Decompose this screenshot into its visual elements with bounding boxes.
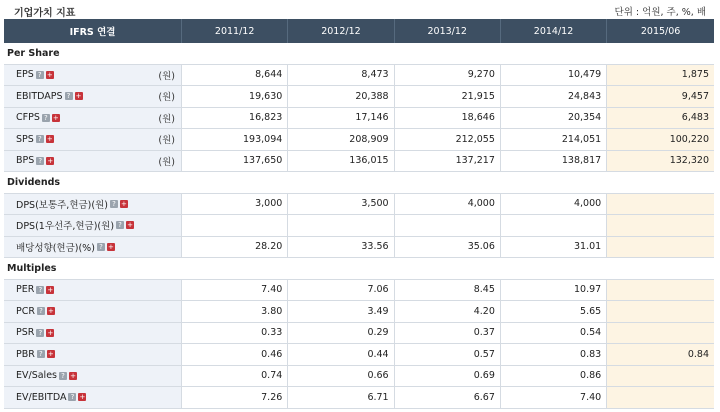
row-label: PCR bbox=[16, 305, 35, 317]
value-cell: 0.37 bbox=[394, 322, 500, 344]
expand-icon[interactable]: + bbox=[52, 113, 59, 122]
value-cell: 3,000 bbox=[182, 193, 288, 215]
table-row bbox=[4, 107, 714, 129]
value-cell: 3.49 bbox=[288, 301, 394, 323]
row-unit: (원) bbox=[158, 135, 175, 147]
row-label: 배당성향(현금)(%) bbox=[16, 242, 95, 254]
value-cell bbox=[500, 215, 606, 237]
value-cell: 10,479 bbox=[500, 64, 606, 86]
value-cell: 20,388 bbox=[288, 86, 394, 108]
row-label: DPS(1우선주,현금)(원) bbox=[16, 221, 115, 233]
value-cell: 0.69 bbox=[394, 365, 500, 387]
expand-icon[interactable]: + bbox=[48, 307, 54, 316]
row-label-cell bbox=[4, 301, 182, 323]
row-label: DPS(보통주,현금)(원) bbox=[16, 199, 108, 211]
value-cell: 0.57 bbox=[394, 344, 500, 366]
row-label: PSR bbox=[16, 327, 35, 339]
column-header: 2015/06 bbox=[607, 19, 714, 43]
column-header: 2012/12 bbox=[288, 19, 394, 43]
value-cell: 6.67 bbox=[394, 387, 500, 409]
value-cell: 28.20 bbox=[182, 236, 288, 258]
expand-icon[interactable]: + bbox=[75, 92, 82, 101]
value-cell: 17,146 bbox=[288, 107, 394, 129]
value-cell: 24,843 bbox=[500, 86, 606, 108]
expand-icon[interactable]: + bbox=[47, 285, 54, 294]
row-label-cell bbox=[4, 107, 182, 129]
expand-icon[interactable]: + bbox=[107, 242, 114, 251]
row-label-cell bbox=[4, 86, 182, 108]
value-cell: 4,000 bbox=[394, 193, 500, 215]
value-cell: 0.86 bbox=[500, 365, 606, 387]
valuation-table bbox=[4, 19, 714, 409]
section-title: Per Share bbox=[4, 43, 714, 64]
row-label-cell bbox=[4, 387, 182, 409]
value-cell: 6.71 bbox=[288, 387, 394, 409]
row-label: EPS bbox=[16, 69, 34, 81]
expand-icon[interactable]: + bbox=[47, 328, 54, 337]
column-header: 2014/12 bbox=[500, 19, 606, 43]
value-cell bbox=[607, 387, 714, 409]
value-cell: 4.20 bbox=[394, 301, 500, 323]
row-label: EV/EBITDA bbox=[16, 391, 67, 403]
help-icon[interactable]: ? bbox=[36, 71, 44, 79]
value-cell bbox=[607, 322, 714, 344]
help-icon[interactable]: ? bbox=[36, 135, 44, 143]
table-row bbox=[4, 322, 714, 344]
row-unit: (원) bbox=[158, 92, 175, 104]
expand-icon[interactable]: + bbox=[46, 70, 53, 79]
row-label-cell bbox=[4, 193, 182, 215]
value-cell bbox=[607, 301, 714, 323]
row-label-cell bbox=[4, 64, 182, 86]
help-icon[interactable]: ? bbox=[37, 350, 45, 358]
unit-note: 단위 : 억원, 주, %, 배 bbox=[614, 7, 706, 18]
row-label: EV/Sales bbox=[16, 370, 57, 382]
value-cell: 0.29 bbox=[288, 322, 394, 344]
value-cell: 18,646 bbox=[394, 107, 500, 129]
value-cell: 7.26 bbox=[182, 387, 288, 409]
value-cell: 208,909 bbox=[288, 129, 394, 151]
row-label-cell bbox=[4, 129, 182, 151]
row-label-cell bbox=[4, 344, 182, 366]
value-cell bbox=[607, 365, 714, 387]
help-icon[interactable]: ? bbox=[97, 243, 105, 251]
value-cell: 10.97 bbox=[500, 279, 606, 301]
value-cell: 1,875 bbox=[607, 64, 714, 86]
value-cell bbox=[182, 215, 288, 237]
value-cell: 7.40 bbox=[182, 279, 288, 301]
column-header: 2013/12 bbox=[394, 19, 500, 43]
expand-icon[interactable]: + bbox=[47, 350, 54, 359]
value-cell: 7.40 bbox=[500, 387, 606, 409]
section-title: Dividends bbox=[4, 172, 714, 194]
value-cell: 212,055 bbox=[394, 129, 500, 151]
value-cell bbox=[394, 215, 500, 237]
column-header: 2011/12 bbox=[182, 19, 288, 43]
value-cell: 31.01 bbox=[500, 236, 606, 258]
row-label-cell bbox=[4, 150, 182, 172]
row-label: PER bbox=[16, 284, 35, 296]
value-cell: 21,915 bbox=[394, 86, 500, 108]
value-cell: 4,000 bbox=[500, 193, 606, 215]
table-row bbox=[4, 236, 714, 258]
row-label-cell bbox=[4, 365, 182, 387]
value-cell: 20,354 bbox=[500, 107, 606, 129]
value-cell: 100,220 bbox=[607, 129, 714, 151]
value-cell: 9,457 bbox=[607, 86, 714, 108]
help-icon[interactable]: ? bbox=[36, 286, 44, 294]
value-cell: 0.54 bbox=[500, 322, 606, 344]
help-icon[interactable]: ? bbox=[116, 221, 124, 229]
row-label-cell bbox=[4, 279, 182, 301]
help-icon[interactable]: ? bbox=[68, 393, 76, 401]
value-cell: 0.84 bbox=[607, 344, 714, 366]
value-cell: 8,644 bbox=[182, 64, 288, 86]
table-row bbox=[4, 365, 714, 387]
value-cell: 7.06 bbox=[288, 279, 394, 301]
value-cell: 132,320 bbox=[607, 150, 714, 172]
value-cell: 0.33 bbox=[182, 322, 288, 344]
value-cell: 9,270 bbox=[394, 64, 500, 86]
row-unit: (원) bbox=[158, 70, 175, 82]
help-icon[interactable]: ? bbox=[36, 157, 44, 165]
help-icon[interactable]: ? bbox=[110, 200, 118, 208]
value-cell: 8.45 bbox=[394, 279, 500, 301]
row-label-cell bbox=[4, 215, 182, 237]
table-header-row bbox=[4, 19, 714, 43]
expand-icon[interactable]: + bbox=[127, 221, 133, 230]
value-cell: 136,015 bbox=[288, 150, 394, 172]
table-row bbox=[4, 301, 714, 323]
section-header-row bbox=[4, 258, 714, 280]
value-cell bbox=[607, 236, 714, 258]
value-cell: 16,823 bbox=[182, 107, 288, 129]
value-cell: 5.65 bbox=[500, 301, 606, 323]
table-row bbox=[4, 215, 714, 237]
table-row bbox=[4, 150, 714, 172]
value-cell: 0.66 bbox=[288, 365, 394, 387]
value-cell: 0.44 bbox=[288, 344, 394, 366]
page-title: 기업가치 지표 bbox=[14, 8, 76, 19]
value-cell: 0.74 bbox=[182, 365, 288, 387]
table-row bbox=[4, 344, 714, 366]
help-icon[interactable]: ? bbox=[59, 372, 67, 380]
expand-icon[interactable]: + bbox=[121, 199, 127, 208]
help-icon[interactable]: ? bbox=[42, 114, 50, 122]
row-label: CFPS bbox=[16, 112, 40, 124]
section-header-row bbox=[4, 172, 714, 194]
table-row bbox=[4, 193, 714, 215]
value-cell bbox=[607, 193, 714, 215]
section-title: Multiples bbox=[4, 258, 714, 280]
table-row bbox=[4, 387, 714, 409]
value-cell: 3.80 bbox=[182, 301, 288, 323]
value-cell bbox=[288, 215, 394, 237]
header-bar bbox=[0, 0, 720, 19]
table-row bbox=[4, 129, 714, 151]
section-header-row bbox=[4, 43, 714, 64]
value-cell: 137,650 bbox=[182, 150, 288, 172]
row-label: PBR bbox=[16, 348, 35, 360]
expand-icon[interactable]: + bbox=[46, 135, 53, 144]
value-cell: 8,473 bbox=[288, 64, 394, 86]
row-unit: (원) bbox=[158, 156, 175, 168]
header-corner: IFRS 연결 bbox=[4, 19, 182, 43]
row-unit: (원) bbox=[158, 113, 175, 125]
value-cell: 19,630 bbox=[182, 86, 288, 108]
value-cell bbox=[607, 215, 714, 237]
row-label-cell bbox=[4, 322, 182, 344]
value-cell: 35.06 bbox=[394, 236, 500, 258]
table-row bbox=[4, 279, 714, 301]
row-label: BPS bbox=[16, 155, 35, 167]
table-row bbox=[4, 64, 714, 86]
expand-icon[interactable]: + bbox=[70, 371, 76, 380]
value-cell: 0.46 bbox=[182, 344, 288, 366]
value-cell: 0.83 bbox=[500, 344, 606, 366]
value-cell: 6,483 bbox=[607, 107, 714, 129]
help-icon[interactable]: ? bbox=[36, 329, 44, 337]
value-cell: 214,051 bbox=[500, 129, 606, 151]
table-row bbox=[4, 86, 714, 108]
value-cell: 137,217 bbox=[394, 150, 500, 172]
value-cell: 193,094 bbox=[182, 129, 288, 151]
help-icon[interactable]: ? bbox=[65, 92, 73, 100]
expand-icon[interactable]: + bbox=[47, 156, 54, 165]
value-cell bbox=[607, 279, 714, 301]
value-cell: 33.56 bbox=[288, 236, 394, 258]
value-cell: 3,500 bbox=[288, 193, 394, 215]
row-label: SPS bbox=[16, 133, 34, 145]
row-label-cell bbox=[4, 236, 182, 258]
row-label: EBITDAPS bbox=[16, 90, 63, 102]
expand-icon[interactable]: + bbox=[79, 393, 86, 402]
table-body bbox=[4, 43, 714, 408]
value-cell: 138,817 bbox=[500, 150, 606, 172]
help-icon[interactable]: ? bbox=[37, 307, 45, 315]
